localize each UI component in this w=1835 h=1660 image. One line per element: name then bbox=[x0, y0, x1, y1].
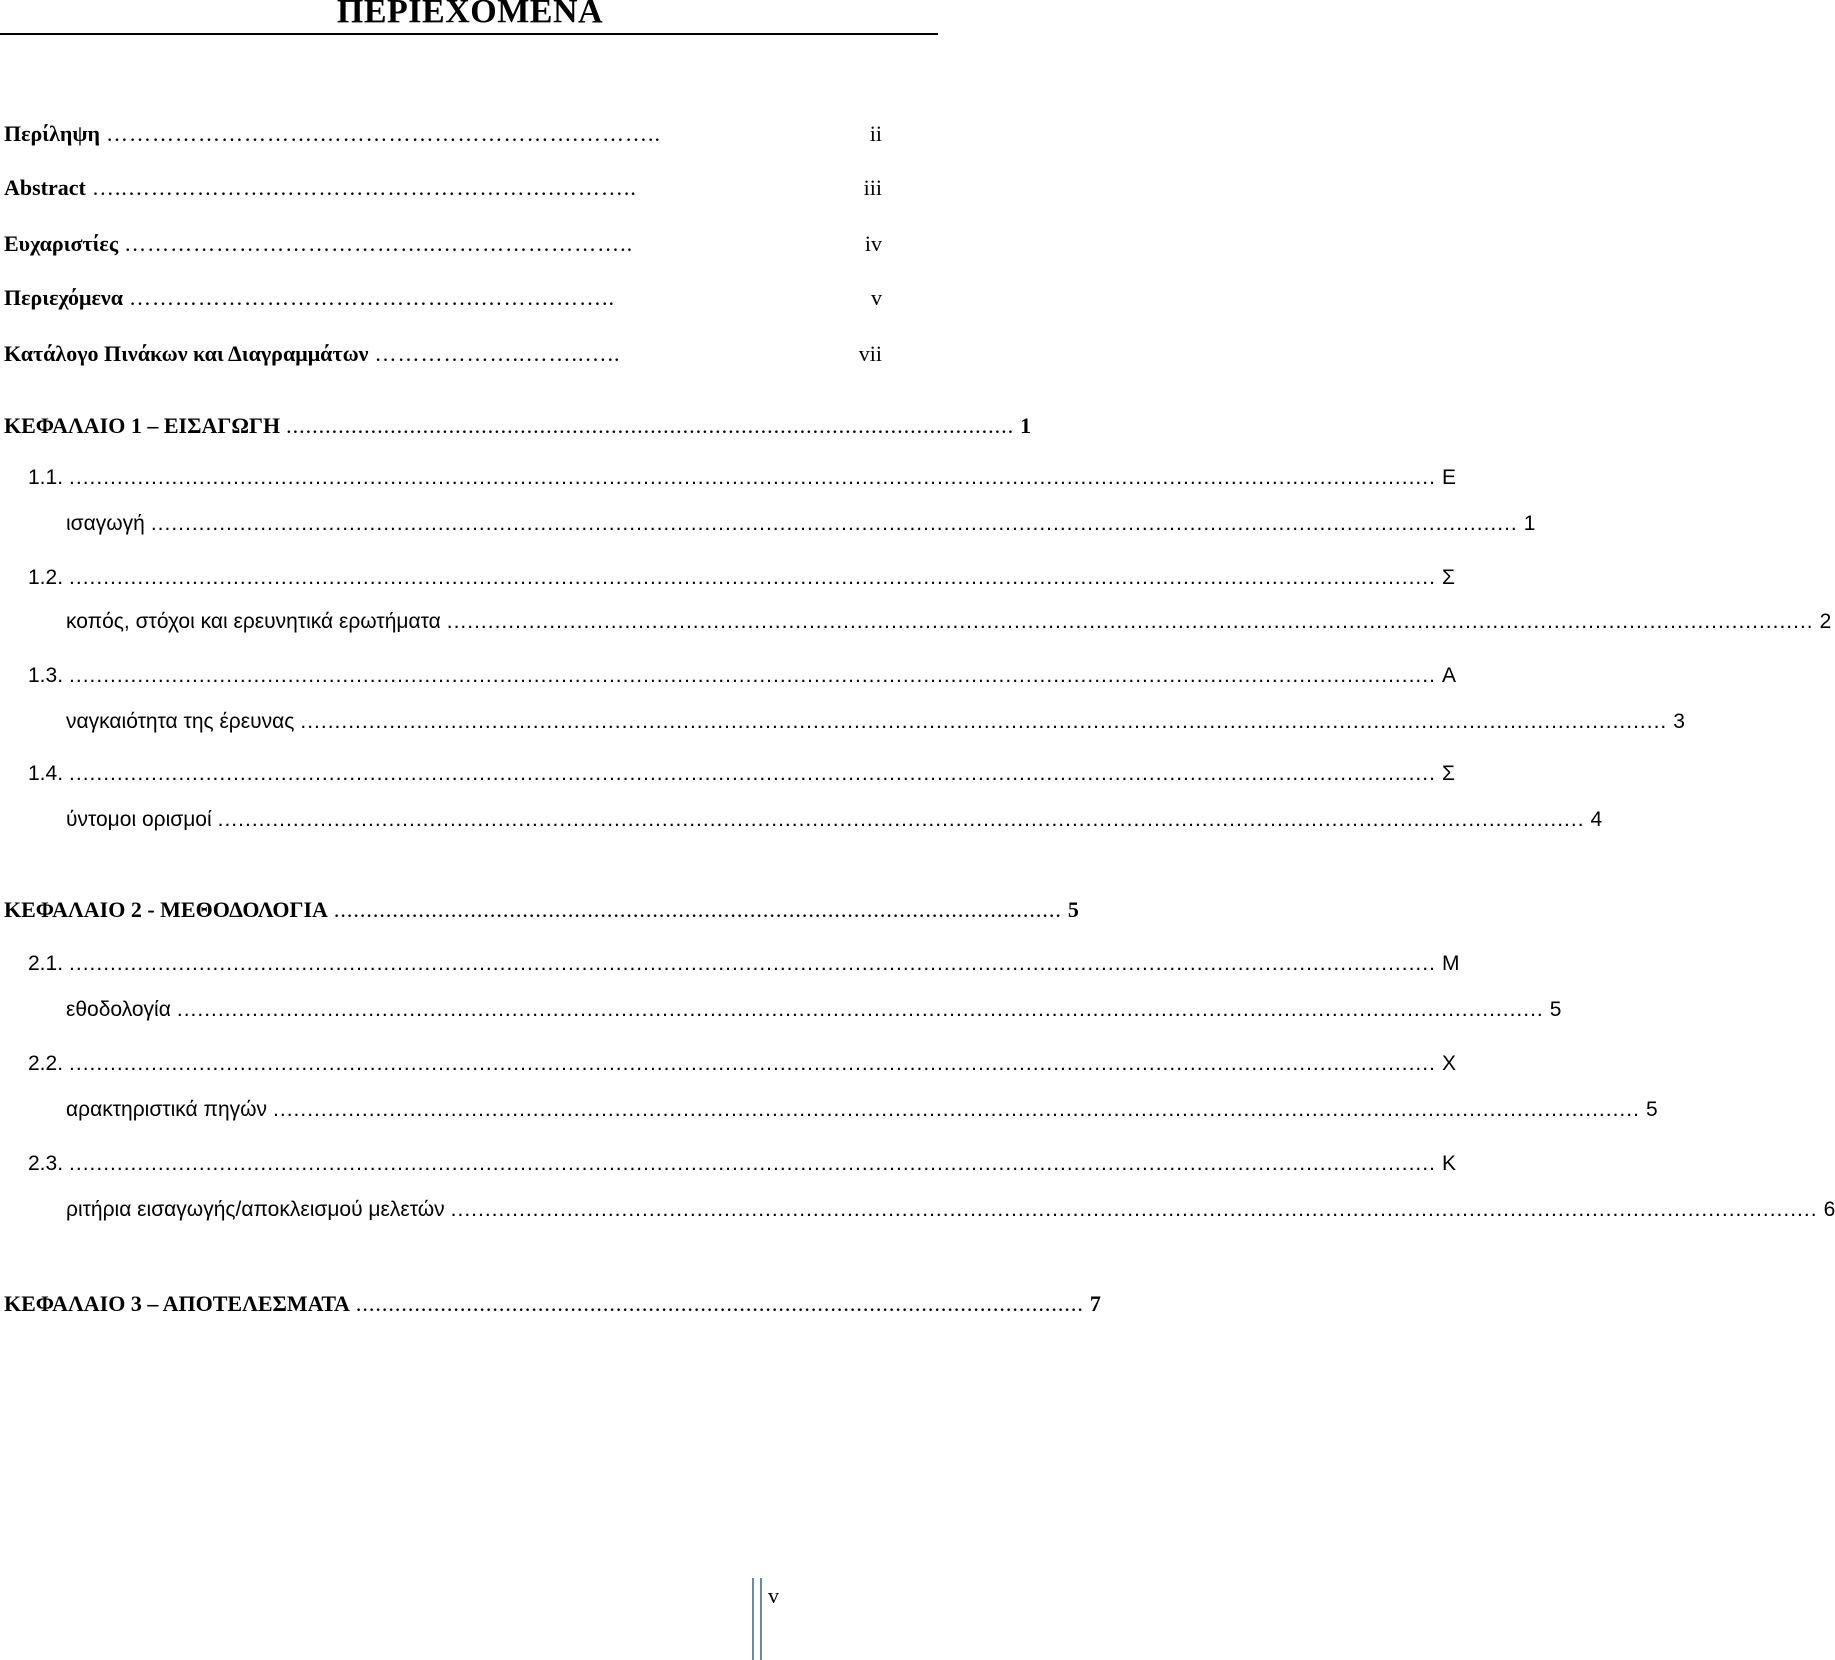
toc-leader: ................................................................................................................ bbox=[286, 413, 1015, 438]
toc-leader: ........................................................................................................................................................................................................ bbox=[69, 952, 1436, 975]
toc-chapter-label: ΚΕΦΑΛΑΙΟ 3 – ΑΠΟΤΕΛΕΣΜΑΤΑ bbox=[4, 1291, 350, 1316]
toc-chapter-label: ΚΕΦΑΛΑΙΟ 1 – ΕΙΣΑΓΩΓΗ bbox=[4, 413, 281, 438]
toc-section-title: εθοδολογία bbox=[66, 998, 171, 1021]
page-title: ΠΕΡΙΕΧΟΜΕΝΑ bbox=[336, 0, 604, 30]
toc-leader: ........................................................................................................................................................................................................ bbox=[69, 664, 1436, 687]
toc-section-number: 1.3. bbox=[28, 664, 64, 687]
toc-page-number: 5 bbox=[1067, 897, 1079, 922]
toc-entry-acknowledgements[interactable] bbox=[4, 230, 882, 258]
toc-entry-tables-list[interactable] bbox=[4, 340, 882, 368]
toc-section-title: ναγκαιότητα της έρευνας bbox=[66, 710, 295, 733]
toc-page-number: 7 bbox=[1089, 1291, 1101, 1316]
toc-section-1-3[interactable] bbox=[28, 662, 1456, 690]
toc-section-title: ισαγωγή bbox=[66, 512, 145, 535]
toc-leader: ……………………………………….……….…….. bbox=[129, 285, 616, 310]
toc-section-2-3[interactable] bbox=[28, 1150, 1456, 1178]
toc-section-number: 2.3. bbox=[28, 1152, 64, 1175]
toc-page-number: vii bbox=[858, 341, 882, 366]
toc-leader: ................................................................................................................ bbox=[355, 1291, 1084, 1316]
toc-section-initial: Σ bbox=[1441, 762, 1455, 785]
toc-page-number: v bbox=[871, 285, 882, 310]
toc-section-initial: Μ bbox=[1441, 952, 1460, 975]
toc-section-initial: Κ bbox=[1441, 1152, 1456, 1175]
toc-page-number: iv bbox=[864, 231, 882, 256]
footer-page-number: v bbox=[768, 1583, 779, 1608]
toc-section-1-1[interactable] bbox=[28, 464, 1456, 492]
toc-page-number: 5 bbox=[1549, 998, 1562, 1021]
toc-page-number: iii bbox=[863, 175, 882, 200]
toc-leader: ........................................................................................................................................................................................................ bbox=[176, 998, 1544, 1021]
toc-leader: ........................................................................................................................................................................................................ bbox=[300, 710, 1668, 733]
toc-section-1-2[interactable] bbox=[28, 564, 1455, 592]
toc-entry-label: Ευχαριστίες bbox=[4, 231, 119, 256]
toc-leader: ........................................................................................................................................................................................................ bbox=[217, 808, 1585, 831]
toc-section-title: αρακτηριστικά πηγών bbox=[66, 1098, 268, 1121]
toc-section-1-1-cont[interactable] bbox=[66, 510, 1536, 538]
toc-entry-contents[interactable] bbox=[4, 284, 882, 312]
footer-double-rule bbox=[752, 1578, 762, 1660]
toc-leader: ........................................................................................................................................................................................................ bbox=[69, 466, 1436, 489]
toc-chapter-label: ΚΕΦΑΛΑΙΟ 2 - ΜΕΘΟΔΟΛΟΓΙΑ bbox=[4, 897, 328, 922]
toc-page-number: 3 bbox=[1673, 710, 1685, 733]
toc-leader: ........................................................................................................................................................................................................ bbox=[150, 512, 1518, 535]
toc-entry-label: Κατάλογο Πινάκων και Διαγραμμάτων bbox=[4, 341, 369, 366]
toc-section-initial: Α bbox=[1441, 664, 1456, 687]
toc-section-number: 2.2. bbox=[28, 1052, 64, 1075]
toc-section-initial: Χ bbox=[1441, 1052, 1456, 1075]
toc-leader: ……………………….…………………………….……….. bbox=[106, 121, 662, 146]
toc-section-2-2-cont[interactable] bbox=[66, 1096, 1658, 1124]
toc-entry-abstract[interactable] bbox=[4, 174, 882, 202]
toc-page-number: 1 bbox=[1523, 512, 1536, 535]
toc-entry-label: Abstract bbox=[4, 175, 86, 200]
toc-chapter-2[interactable] bbox=[4, 896, 1079, 924]
toc-leader: ........................................................................................................................................................................................................ bbox=[450, 1198, 1818, 1221]
toc-chapter-1[interactable] bbox=[4, 412, 1032, 440]
toc-section-1-4-cont[interactable] bbox=[66, 806, 1603, 834]
toc-section-initial: Ε bbox=[1441, 466, 1456, 489]
toc-section-initial: Σ bbox=[1441, 566, 1455, 589]
toc-leader: ........................................................................................................................................................................................................ bbox=[69, 1152, 1436, 1175]
toc-page-number: 2 bbox=[1819, 610, 1832, 633]
toc-leader: ........................................................................................................................................................................................................ bbox=[69, 762, 1436, 785]
toc-section-1-2-cont[interactable] bbox=[66, 608, 1832, 636]
toc-section-title: ύντομοι ορισμοί bbox=[66, 808, 212, 831]
toc-section-2-2[interactable] bbox=[28, 1050, 1456, 1078]
toc-section-1-4[interactable] bbox=[28, 760, 1455, 788]
toc-page-number: 1 bbox=[1020, 413, 1032, 438]
toc-leader: …………………………………..…………………….. bbox=[124, 231, 634, 256]
toc-chapter-3[interactable] bbox=[4, 1290, 1101, 1318]
toc-page-number: 5 bbox=[1645, 1098, 1658, 1121]
toc-section-number: 1.4. bbox=[28, 762, 64, 785]
toc-section-2-1[interactable] bbox=[28, 950, 1460, 978]
toc-entry-label: Περίληψη bbox=[4, 121, 101, 146]
toc-entry-abstract-gr[interactable] bbox=[4, 120, 882, 148]
toc-page-number: 6 bbox=[1823, 1198, 1835, 1221]
toc-leader: ………………..……..….. bbox=[374, 341, 621, 366]
toc-leader: ................................................................................................................ bbox=[333, 897, 1062, 922]
toc-entry-label: Περιεχόμενα bbox=[4, 285, 124, 310]
toc-leader: ........................................................................................................................................................................................................ bbox=[69, 566, 1436, 589]
toc-section-2-3-cont[interactable] bbox=[66, 1196, 1835, 1224]
toc-section-title: κοπός, στόχοι και ερευνητικά ερωτήματα bbox=[66, 610, 441, 633]
toc-leader: ........................................................................................................................................................................................................ bbox=[446, 610, 1814, 633]
toc-section-title: ριτήρια εισαγωγής/αποκλεισμού μελετών bbox=[66, 1198, 445, 1221]
toc-leader: …..……………….……………………………….……….. bbox=[91, 175, 637, 200]
title-underline bbox=[0, 33, 938, 35]
toc-page-number: ii bbox=[869, 121, 882, 146]
toc-section-1-3-cont[interactable] bbox=[66, 708, 1685, 736]
toc-page-number: 4 bbox=[1590, 808, 1603, 831]
toc-leader: ........................................................................................................................................................................................................ bbox=[273, 1098, 1640, 1121]
toc-section-number: 1.1. bbox=[28, 466, 64, 489]
toc-section-2-1-cont[interactable] bbox=[66, 996, 1562, 1024]
toc-leader: ........................................................................................................................................................................................................ bbox=[69, 1052, 1436, 1075]
toc-section-number: 2.1. bbox=[28, 952, 64, 975]
toc-section-number: 1.2. bbox=[28, 566, 64, 589]
